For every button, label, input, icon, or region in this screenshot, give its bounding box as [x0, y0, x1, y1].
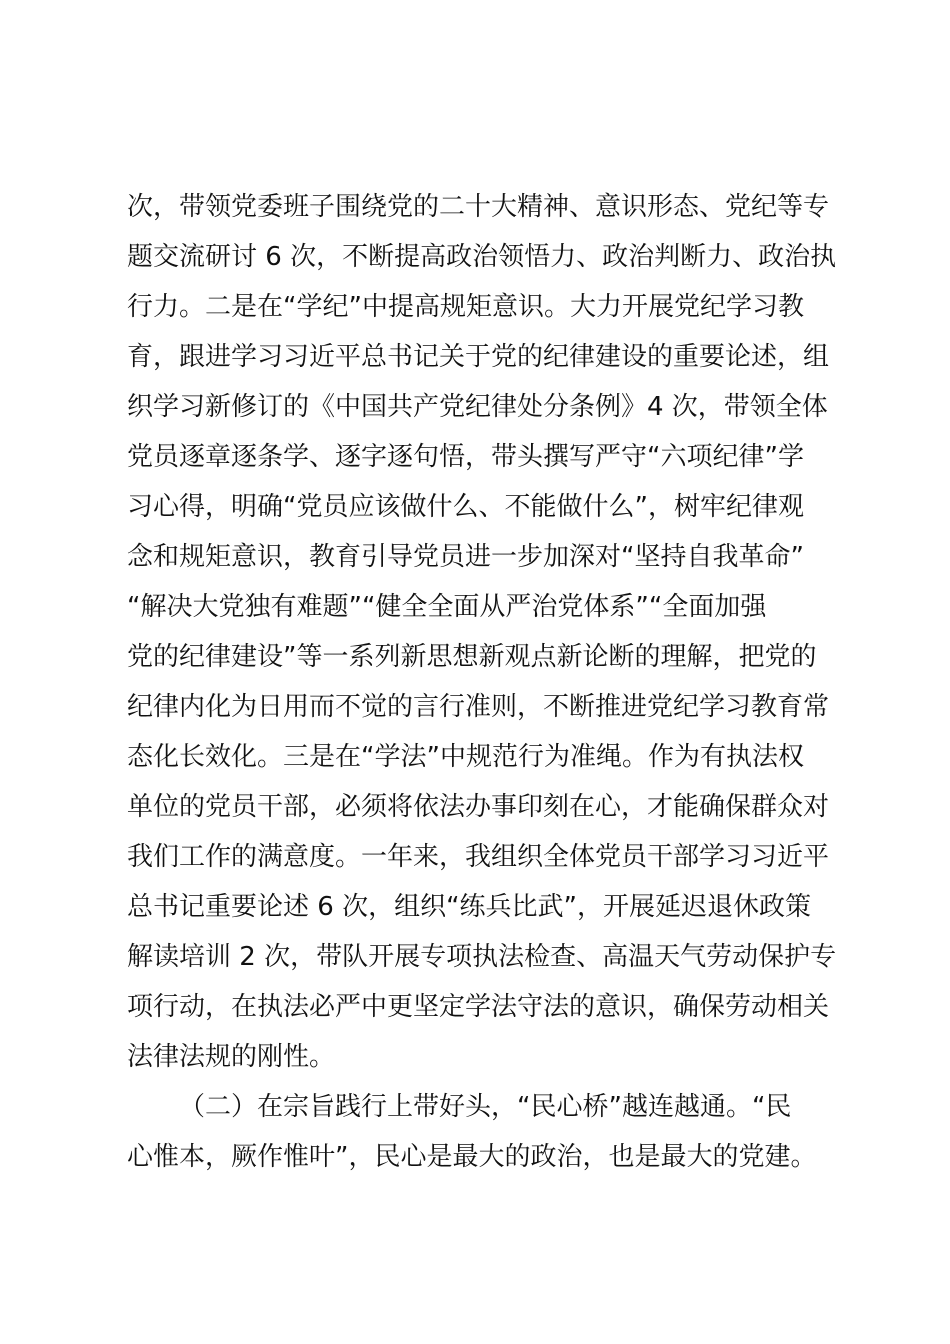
text-line: 念和规矩意识，教育引导党员进一步加深对“坚持自我革命” [127, 542, 804, 572]
text-line: 织学习新修订的《中国共产党纪律处分条例》4 次，带领全体 [127, 392, 828, 422]
paragraph-start-line: （二）在宗旨践行上带好头，“民心桥”越连越通。“民 [179, 1092, 792, 1122]
text-line: 纪律内化为日用而不觉的言行准则，不断推进党纪学习教育常 [127, 692, 830, 722]
text-line: 育，跟进学习习近平总书记关于党的纪律建设的重要论述，组 [127, 342, 830, 372]
text-line: 我们工作的满意度。一年来，我组织全体党员干部学习习近平 [127, 842, 830, 872]
text-line: 习心得，明确“党员应该做什么、不能做什么”，树牢纪律观 [127, 492, 804, 522]
text-line: “解决大党独有难题”“健全全面从严治党体系”“全面加强 [127, 592, 767, 622]
text-line: 次，带领党委班子围绕党的二十大精神、意识形态、党纪等专 [127, 192, 830, 222]
text-line: 心惟本，厥作惟叶”，民心是最大的政治，也是最大的党建。 [127, 1142, 817, 1172]
text-line: 项行动，在执法必严中更坚定学法守法的意识，确保劳动相关 [127, 992, 830, 1022]
body-text [127, 182, 837, 1182]
text-line: 解读培训 2 次，带队开展专项执法检查、高温天气劳动保护专 [127, 942, 837, 972]
text-line: 党员逐章逐条学、逐字逐句悟，带头撰写严守“六项纪律”学 [127, 442, 804, 472]
text-line: 题交流研讨 6 次，不断提高政治领悟力、政治判断力、政治执 [127, 242, 837, 272]
text-line: 总书记重要论述 6 次，组织“练兵比武”，开展延迟退休政策 [127, 892, 812, 922]
text-line: 态化长效化。三是在“学法”中规范行为准绳。作为有执法权 [127, 742, 804, 772]
text-line: 行力。二是在“学纪”中提高规矩意识。大力开展党纪学习教 [127, 292, 804, 322]
text-line: 党的纪律建设”等一系列新思想新观点新论断的理解，把党的 [127, 642, 817, 672]
text-line: 法律法规的刚性。 [127, 1042, 336, 1072]
text-line: 单位的党员干部，必须将依法办事印刻在心，才能确保群众对 [127, 792, 830, 822]
